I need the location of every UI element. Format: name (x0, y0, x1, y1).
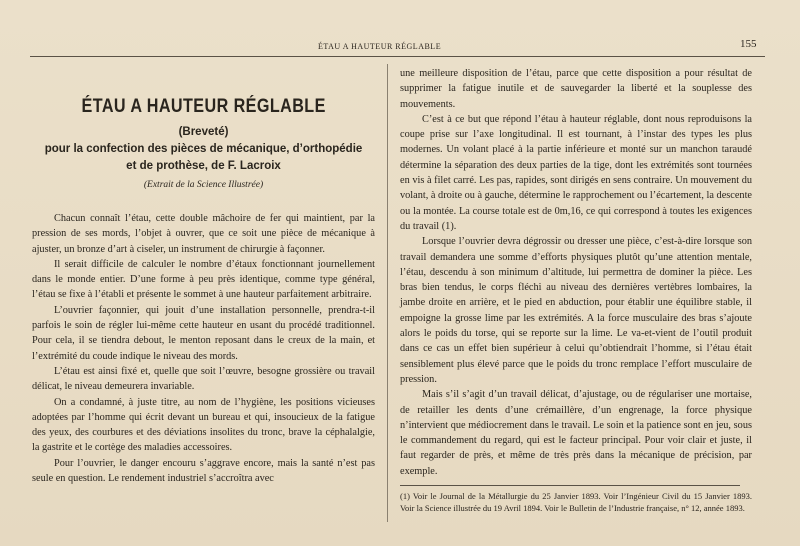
subtitle-line-2: et de prothèse, de F. Lacroix (126, 160, 281, 172)
paragraph: L’étau est ainsi fixé et, quelle que soit l’œuvre, besogne grossière ou travail délicat, le niveau demeurera invariable. (32, 365, 375, 393)
running-title: ÉTAU A HAUTEUR RÉGLABLE (318, 42, 442, 51)
paragraph: Chacun connaît l’étau, cette double mâchoire de fer qui maintient, par la pression de ses mords, l’objet à ouvrer, que ce soit une pièce de mécanique à ajuster, un bronze d’art à ciseler, un instrument de chirurgie à façonner. (32, 213, 375, 255)
footnote: (1) Voir le Journal de la Métallurgie du 25 Janvier 1893. Voir l’Ingénieur Civil du 15 Janvier 1893. Voir la Science illustrée du 19 Avril 1894. Voir le Bulletin de l’Industrie française, n° 12, année 1893. (400, 491, 752, 514)
paragraph: On a condamné, à juste titre, au nom de l’hygiène, les positions vicieuses adoptées par l’homme qui écrit devant un bureau et qui, insoucieux de la fatigue des yeux, des courbures et des déviations insolites du tronc, brave la céphalalgie, la gastrite et le cortège des maladies accessoires. (32, 396, 375, 454)
article-title: ÉTAU A HAUTEUR RÉGLABLE (81, 96, 326, 117)
column-divider (387, 64, 388, 522)
article-heading (32, 96, 375, 193)
header-rule (30, 56, 765, 57)
page-number: 155 (740, 38, 757, 50)
paragraph: Il serait difficile de calculer le nombre d’étaux fonctionnant journellement dans le monde entier. D’une forme à peu près identique, comme type général, l’étau se fixe à l’établi et présente le sommet à une hauteur parfaitement arbitraire. (32, 258, 375, 301)
footnote-rule (400, 485, 740, 486)
paragraph: L’ouvrier façonnier, qui jouit d’une installation personnelle, prendra-t-il parfois le soin de régler lui-même cette hauteur en usant du procédé traditionnel. Pour cela, il se tiendra debout, le menton reposant dans le creux de la main, et l’extrémité du coude indique le niveau des mords. (32, 304, 375, 362)
paragraph: Pour l’ouvrier, le danger encouru s’aggrave encore, mais la santé n’est pas seule en question. Le rendement industriel s’accroîtra avec (32, 457, 375, 485)
source-note: (Extrait de la Science Illustrée) (143, 180, 264, 190)
left-column (32, 64, 375, 486)
paragraph: Lorsque l’ouvrier devra dégrossir ou dresser une pièce, c’est-à-dire lorsque son travail demandera une somme d’efforts physiques plutôt qu’une attention mentale, l’étau, descendu à son minimum d’altitude, lui permettra de dominer la pièce. Les bras bien tendus, le corps fléchi au niveau des dernières vertèbres lombaires, la jambe droite en arrière, et le pied en abduction, pour établir une équilibre stable, il empoigne la grosse lime par les extrémités. A la force musculaire des bras s’ajoute alors le poids du torse, qui se reporte sur la lime. Le va-et-vient de l’outil produit dans ce cas un effet bien supérieur à celui qu’obtiendrait l’homme, si l’étau était sensiblement plus élevé parce que le poids du tronc remplace l’effort musculaire de pression. (400, 236, 752, 385)
subtitle-line-1: pour la confection des pièces de mécanique, d’orthopédie (44, 143, 363, 155)
paragraph: C’est à ce but que répond l’étau à hauteur réglable, dont nous reproduisons la coupe prise sur l’axe longitudinal. Il est tournant, à l’instar des types les plus modernes. Un volant placé à la partie inférieure et monté sur un manchon taraudé détermine la séparation des deux parties de la tige, dont les extrémités sont tournées en vis à filet carré. Les pas, rapides, sont dirigés en sens contraire. Un mouvement du volant, à droite ou à gauche, détermine le rapprochement ou l’écartement, la descente ou la montée. La course totale est de 0m,16, ce qui correspond à toutes les exigences du travail (1). (400, 113, 752, 232)
patent-note: (Breveté) (178, 126, 229, 138)
right-column (400, 66, 752, 514)
paragraph: une meilleure disposition de l’étau, parce que cette disposition a pour résultat de supprimer la fatigue inutile et de sauvegarder la liberté et la souplesse des mouvements. (400, 68, 752, 110)
paragraph: Mais s’il s’agit d’un travail délicat, d’ajustage, ou de régulariser une mortaise, de retailler les dents d’une crémaillère, d’un engrenage, la force physique n’intervient que médiocrement dans le travail. Le soin et la patience sont en jeu, sous le commandement du regard, qui est le facteur principal. Pour voir clair et juste, il faut regarder de près, et même de très près dans la mécanique de précision, par exemple. (400, 389, 752, 477)
